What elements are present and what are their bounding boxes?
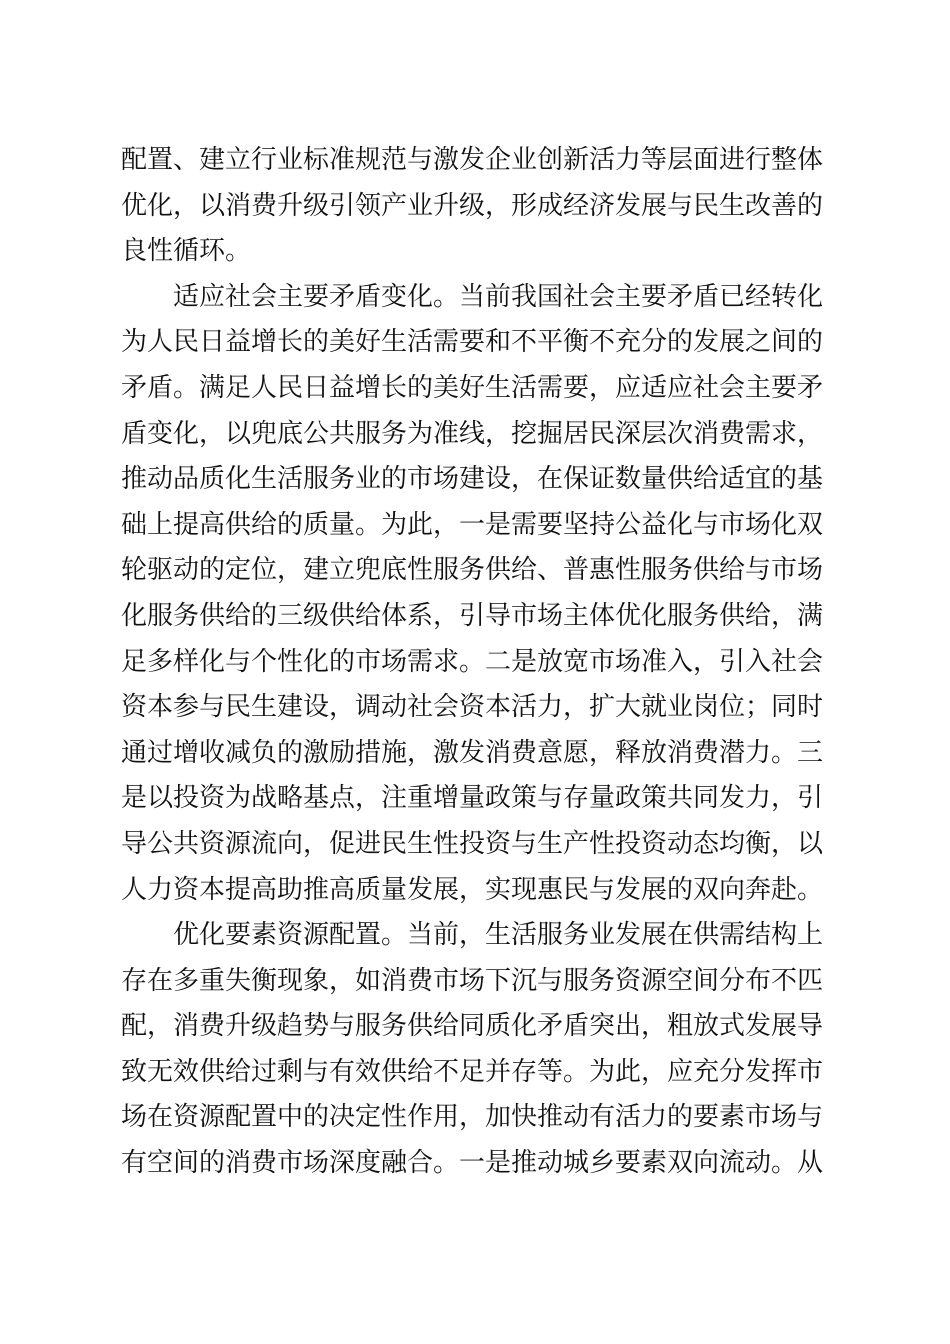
paragraph [121, 275, 823, 913]
text-line: 矛盾。满足人民日益增长的美好生活需要，应适应社会主要矛 [121, 372, 824, 403]
text-line: 场在资源配置中的决定性作用，加快推动有活力的要素市场与 [121, 1102, 824, 1133]
text-line: 盾变化，以兜底公共服务为准线，挖掘居民深层次消费需求， [121, 418, 824, 449]
text-line: 配置、建立行业标准规范与激发企业创新活力等层面进行整体 [121, 145, 824, 175]
text-line: 通过增收减负的激励措施，激发消费意愿，释放消费潜力。三 [121, 737, 824, 768]
paragraph [121, 913, 823, 1187]
text-line: 础上提高供给的质量。为此，一是需要坚持公益化与市场化双 [121, 509, 824, 540]
text-line: 适应社会主要矛盾变化。当前我国社会主要矛盾已经转化 [173, 281, 824, 312]
text-line: 有空间的消费市场深度融合。一是推动城乡要素双向流动。从 [121, 1148, 824, 1179]
text-line: 资本参与民生建设，调动社会资本活力，扩大就业岗位；同时 [121, 692, 824, 723]
text-line: 化服务供给的三级供给体系，引导市场主体优化服务供给，满 [121, 600, 824, 631]
text-line: 足多样化与个性化的市场需求。二是放宽市场准入，引入社会 [121, 646, 824, 677]
text-line: 优化要素资源配置。当前，生活服务业发展在供需结构上 [173, 920, 824, 951]
text-line: 推动品质化生活服务业的市场建设，在保证数量供给适宜的基 [121, 464, 824, 495]
text-line: 人力资本提高助推高质量发展，实现惠民与发展的双向奔赴。 [121, 874, 824, 905]
text-line: 优化，以消费升级引领产业升级，形成经济发展与民生改善的 [121, 190, 824, 221]
text-line: 致无效供给过剩与有效供给不足并存等。为此，应充分发挥市 [121, 1056, 824, 1087]
text-line: 轮驱动的定位，建立兜底性服务供给、普惠性服务供给与市场 [121, 555, 824, 586]
text-line: 存在多重失衡现象，如消费市场下沉与服务资源空间分布不匹 [121, 965, 824, 996]
text-line: 配，消费升级趋势与服务供给同质化矛盾突出，粗放式发展导 [121, 1011, 824, 1042]
text-line: 是以投资为战略基点，注重增量政策与存量政策共同发力，引 [121, 783, 824, 814]
text-line: 良性循环。 [121, 236, 252, 267]
body-text [121, 138, 823, 1187]
text-line: 为人民日益增长的美好生活需要和不平衡不充分的发展之间的 [121, 327, 824, 358]
text-line: 导公共资源流向，促进民生性投资与生产性投资动态均衡，以 [121, 828, 824, 859]
paragraph [121, 138, 823, 275]
